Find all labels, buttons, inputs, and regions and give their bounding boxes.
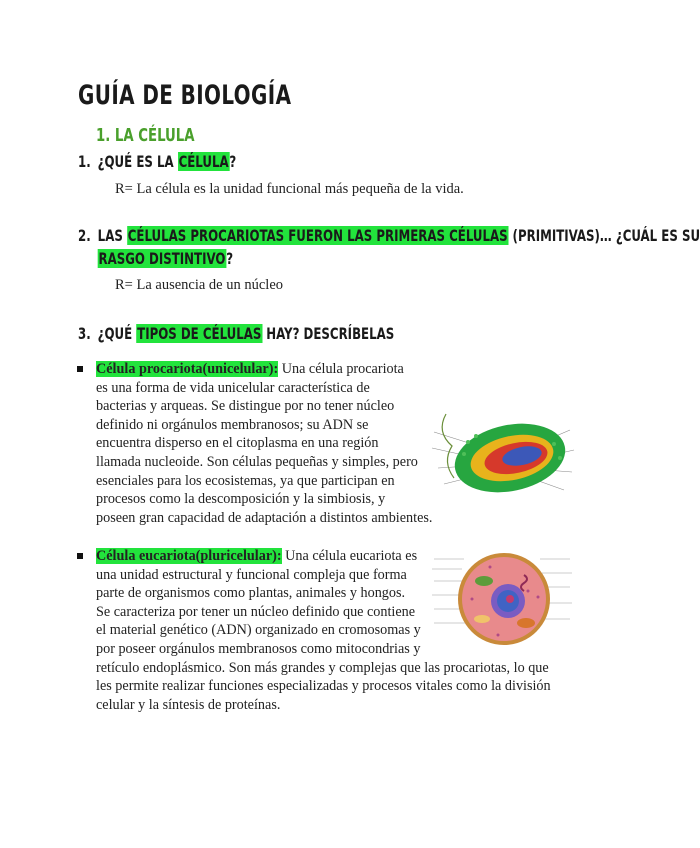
prokaryote-cell-illustration bbox=[424, 392, 584, 504]
question-3 bbox=[78, 322, 394, 345]
eukaryote-text: Una célula eucariota es una unidad estructural y funcional compleja que forma parte de organismos como plantas, animales y hongos. Se caracteriza por tener un núcleo definido que contiene el material genético (ADN) organizado en cromosomas y por poseer orgánulos membranosos como mitocondrias y retículo endoplásmico. Son más grandes y complejas que las procariotas, lo que les permite realizar funciones especializadas y procesos vitales como la división celular y la síntesis de proteínas. bbox=[96, 548, 551, 713]
highlighted-term: TIPOS DE CÉLULAS bbox=[137, 324, 262, 343]
eukaryote-label: Célula eucariota(pluricelular): bbox=[96, 548, 282, 564]
eukaryote-cell-illustration bbox=[428, 551, 576, 651]
question-text: ? bbox=[229, 152, 237, 171]
question-text: HAY? DESCRÍBELAS bbox=[262, 324, 395, 343]
question-number: 2. bbox=[78, 226, 91, 245]
page-title: GUÍA DE BIOLOGÍA bbox=[78, 80, 292, 111]
highlighted-term: RASGO DISTINTIVO bbox=[98, 249, 226, 268]
question-number: 3. bbox=[78, 324, 91, 343]
highlighted-term: CÉLULAS PROCARIOTAS FUERON LAS PRIMERAS CÉLULAS bbox=[127, 226, 508, 245]
question-1 bbox=[78, 150, 236, 173]
bullet-marker bbox=[77, 553, 83, 559]
prokaryote-label: Célula procariota(unicelular): bbox=[96, 361, 279, 377]
question-text: LAS bbox=[97, 226, 127, 245]
question-2 bbox=[78, 224, 700, 270]
section-subtitle: 1. LA CÉLULA bbox=[96, 125, 195, 146]
bullet-marker bbox=[77, 366, 83, 372]
question-number: 1. bbox=[78, 152, 91, 171]
question-text: ¿QUÉ bbox=[97, 324, 137, 343]
prokaryote-description bbox=[96, 360, 566, 527]
answer-2: R= La ausencia de un núcleo bbox=[115, 277, 284, 293]
question-text: ¿QUÉ ES LA bbox=[97, 152, 178, 171]
highlighted-term: CÉLULA bbox=[178, 152, 229, 171]
question-text: (PRIMITIVAS)… ¿CUÁL ES SU bbox=[508, 226, 700, 245]
question-text: ? bbox=[226, 249, 234, 268]
eukaryote-description bbox=[96, 547, 566, 714]
prokaryote-text: Una célula procariota es una forma de vida unicelular característica de bacterias y arqueas. Se distingue por no tener núcleo definido ni orgánulos membranosos; su ADN se encuentra disperso en el citoplasma en una región llamada nucleoide. Son células pequeñas y simples, pero esenciales para los ecosistemas, ya que participan en procesos como la descomposición y la simbiosis, y poseen gran capacidad de adaptación a distintos ambientes. bbox=[96, 361, 433, 526]
answer-1: R= La célula es la unidad funcional más pequeña de la vida. bbox=[115, 181, 464, 197]
